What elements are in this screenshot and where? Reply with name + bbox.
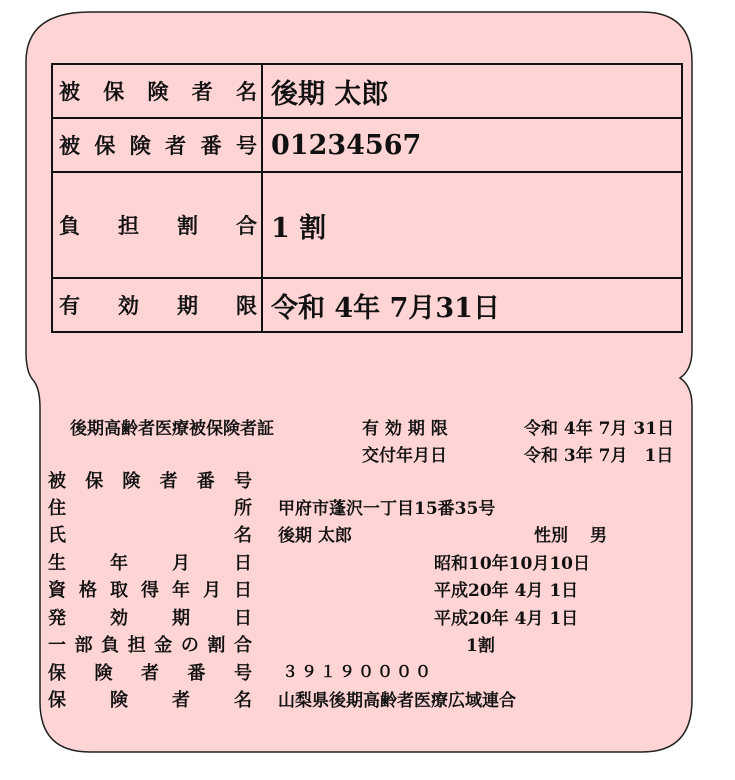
field-value-name: 後期 太郎 [278,526,352,546]
gender-value: 男 [590,526,607,546]
field-label-insurer-number: 保 険 者 番 号 [48,663,252,684]
field-value-birthdate: 昭和10年10月10日 [434,554,590,574]
value-insured-number: 01234567 [271,129,422,161]
label-burden-ratio: 負 担 割 合 [59,213,257,238]
table-row [53,279,681,331]
label-insured-number: 被 保 険 者 番 号 [59,133,257,158]
field-label-effective-date: 発 効 期 日 [48,608,252,629]
expiry-label: 有 効 期 限 [362,419,448,439]
issue-value: 令和 3年 7月 1日 [524,446,674,466]
label-insured-name: 被 保 険 者 名 [59,79,257,104]
field-value-insurer-number: ３９１９００００ [282,662,435,681]
summary-table [51,63,683,333]
field-value-address: 甲府市蓬沢一丁目15番35号 [278,499,496,519]
issue-label: 交付年月日 [362,446,447,466]
field-label-insurer-name: 保 険 者 名 [48,690,252,711]
table-row [53,119,681,173]
table-row [53,173,681,279]
value-expiry: 令和 4年 7月31日 [271,292,500,324]
field-value-insurer-name: 山梨県後期高齢者医療広域連合 [278,691,516,711]
gender-label: 性別 [534,526,568,546]
field-label-birthdate: 生 年 月 日 [48,553,252,574]
label-expiry: 有 効 期 限 [59,293,257,318]
field-label-qualification-date: 資 格 取 得 年 月 日 [48,580,252,601]
value-insured-name: 後期 太郎 [271,78,389,110]
table-row [53,65,681,119]
value-burden-ratio: 1 割 [271,212,327,244]
field-label-address: 住 所 [48,498,252,519]
card-title: 後期高齢者医療被保険者証 [70,419,274,439]
field-value-copay-ratio: 1割 [466,636,495,656]
field-label-copay-ratio: 一 部 負 担 金 の 割 合 [48,635,252,656]
field-label-insured-number: 被 保 険 者 番 号 [48,471,252,492]
field-label-name: 氏 名 [48,525,252,546]
expiry-value: 令和 4年 7月 31日 [524,419,675,439]
field-value-qualification-date: 平成20年 4月 1日 [434,581,579,601]
field-value-effective-date: 平成20年 4月 1日 [434,609,579,629]
